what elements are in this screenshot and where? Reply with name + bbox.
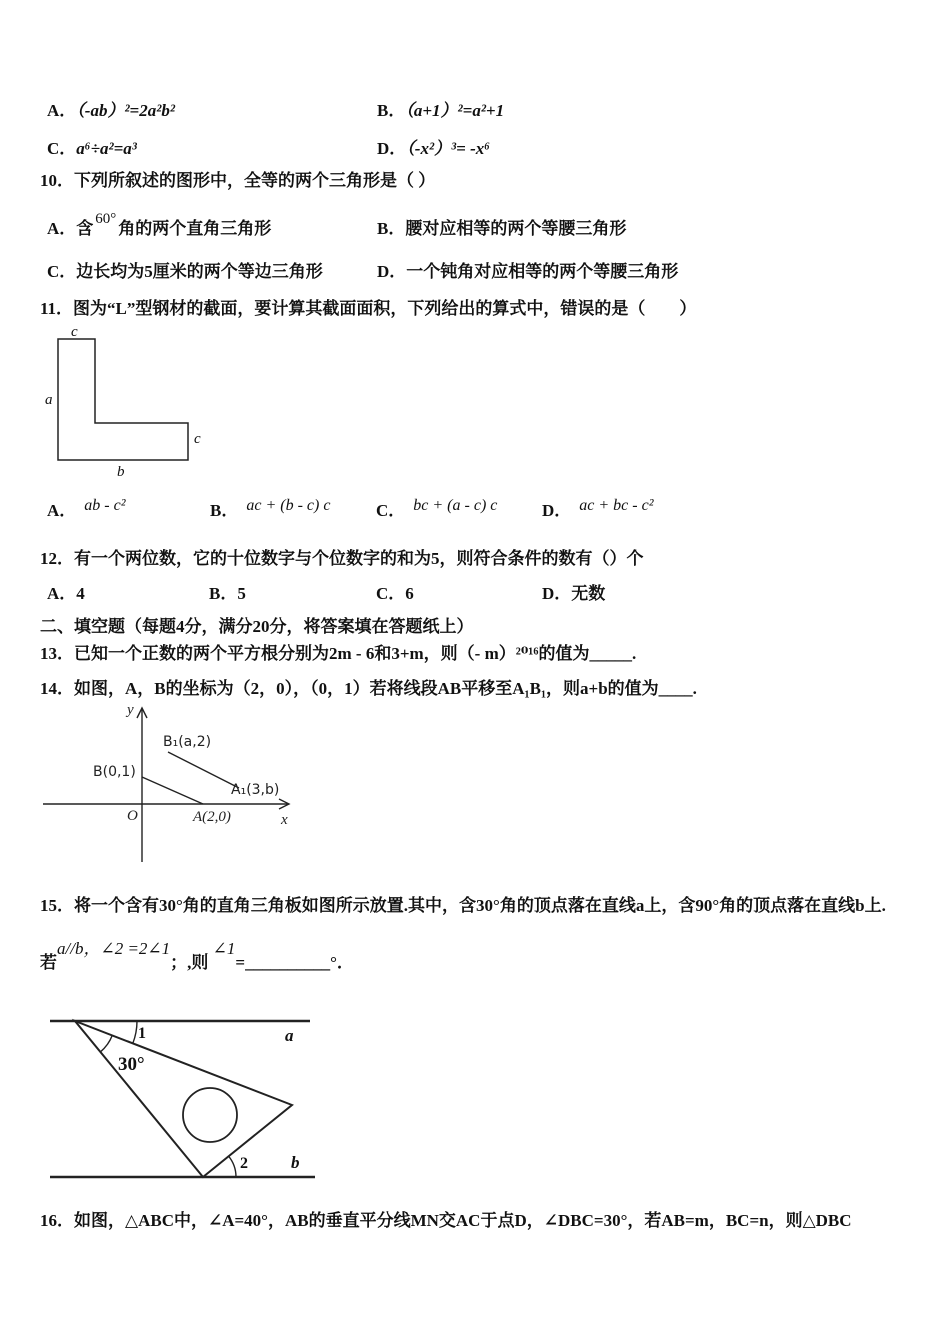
point-B1-label: B₁(a,2): [163, 734, 212, 750]
option-formula: ac + bc - c²: [579, 497, 654, 514]
origin-label: O: [127, 808, 138, 824]
cond-math: a//b，∠2 =2∠1: [57, 939, 171, 958]
angle-2-arc: [229, 1156, 236, 1177]
segment-AB: [142, 777, 203, 804]
line-b-label: b: [291, 1153, 300, 1172]
option-letter: C．: [47, 139, 77, 158]
l-shape-outline: [58, 339, 188, 460]
question-10-option-a: A．含 60° 角的两个直角三角形: [47, 211, 272, 238]
answer-blank: __________: [245, 953, 331, 972]
section-2-header: 二、填空题（每题4分，满分20分，将答案填在答题纸上）: [40, 617, 474, 636]
cond-prefix: 若: [40, 953, 57, 972]
question-9-option-b: [377, 100, 504, 121]
x-axis-label: x: [281, 812, 288, 828]
cond-angle: ∠1: [212, 939, 236, 958]
angle-2-label: 2: [240, 1155, 248, 1172]
angle-30-label: 30°: [118, 1054, 145, 1075]
option-formula: bc + (a - c) c: [413, 497, 498, 514]
question-11-option-d: [542, 497, 654, 522]
question-11-option-b: [210, 497, 331, 522]
point-A-label: A(2,0): [193, 809, 231, 825]
segment-A1B1: [168, 752, 239, 788]
coordinate-plane-figure: [35, 700, 305, 870]
l-shape-label-right-c: c: [194, 431, 201, 447]
question-9-option-d: [377, 138, 490, 159]
question-10-option-b: B．腰对应相等的两个等腰三角形: [377, 219, 627, 238]
angle-1-label: 1: [138, 1025, 146, 1042]
cond-mid: ；,则: [170, 953, 209, 972]
question-15-stem: 15．将一个含有30°角的直角三角板如图所示放置.其中，含30°角的顶点落在直线a上，含90°角的顶点落在直线b上.: [40, 896, 886, 915]
cond-equals: =: [235, 953, 246, 972]
option-letter: D．: [377, 139, 407, 158]
question-12-stem: 12．有一个两位数，它的十位数字与个位数字的和为5，则符合条件的数有（）个: [40, 549, 644, 568]
option-formula: a⁶÷a²=a³: [76, 139, 137, 158]
degree-mark: °．: [330, 953, 354, 972]
angle-1-arc: [133, 1021, 137, 1043]
question-13-stem: 13．已知一个正数的两个平方根分别为2m - 6和3+m，则（- m）²⁰¹⁶的值为_____.: [40, 644, 637, 663]
l-shape-steel-figure: [45, 325, 215, 480]
question-12-option-a: A．4: [47, 584, 85, 603]
question-16-stem: 16．如图，△ABC中，∠A=40°，AB的垂直平分线MN交AC于点D，∠DBC=30°，若AB=m，BC=n，则△DBC: [40, 1211, 852, 1230]
option-letter: A．: [47, 101, 77, 120]
option-formula: ac + (b - c) c: [246, 497, 331, 514]
l-shape-label-bottom-b: b: [117, 464, 125, 480]
question-9-option-c: [47, 138, 137, 159]
option-formula: （a+1）²=a²+1: [405, 101, 505, 120]
question-15-condition: [40, 939, 354, 972]
question-10-option-d: D．一个钝角对应相等的两个等腰三角形: [377, 262, 679, 281]
question-12-option-c: C．6: [376, 584, 414, 603]
triangle-hole-circle: [183, 1088, 237, 1142]
question-11-stem: 11．图为“L”型钢材的截面，要计算其截面面积，下列给出的算式中，错误的是（ ）: [40, 299, 697, 318]
question-12-option-d: D．无数: [542, 584, 606, 603]
question-10-option-c: C．边长均为5厘米的两个等边三角形: [47, 262, 323, 281]
option-formula: （-ab）²=2a²b²: [76, 101, 175, 120]
point-B-label: B(0,1): [93, 764, 136, 780]
l-shape-label-top-c: c: [71, 324, 78, 340]
option-formula: ab - c²: [84, 497, 126, 514]
sixty-degree-superscript: 60°: [95, 211, 117, 227]
line-a-label: a: [285, 1026, 294, 1045]
triangle-ruler-figure: [35, 1008, 335, 1193]
option-letter: B．: [377, 101, 406, 120]
question-14-stem: 14．如图，A，B的坐标为（2，0），（0，1）若将线段AB平移至A₁B₁，则a+b的值为____.: [40, 679, 697, 698]
question-12-option-b: B．5: [209, 584, 246, 603]
option-letter: C．: [376, 501, 406, 520]
question-10-stem: 10．下列所叙述的图形中，全等的两个三角形是（ ）: [40, 171, 436, 190]
option-formula: （-x²）³= -x⁶: [406, 139, 491, 158]
option-letter: A．: [47, 501, 77, 520]
point-A1-label: A₁(3,b): [231, 782, 280, 798]
option-letter: B．: [210, 501, 239, 520]
option-letter: D．: [542, 501, 572, 520]
l-shape-label-left-a: a: [45, 392, 53, 408]
angle-30-arc: [100, 1035, 112, 1052]
question-11-option-a: [47, 497, 126, 522]
question-11-option-c: [376, 497, 498, 522]
y-axis-label: y: [127, 702, 134, 718]
question-9-option-a: [47, 100, 175, 121]
